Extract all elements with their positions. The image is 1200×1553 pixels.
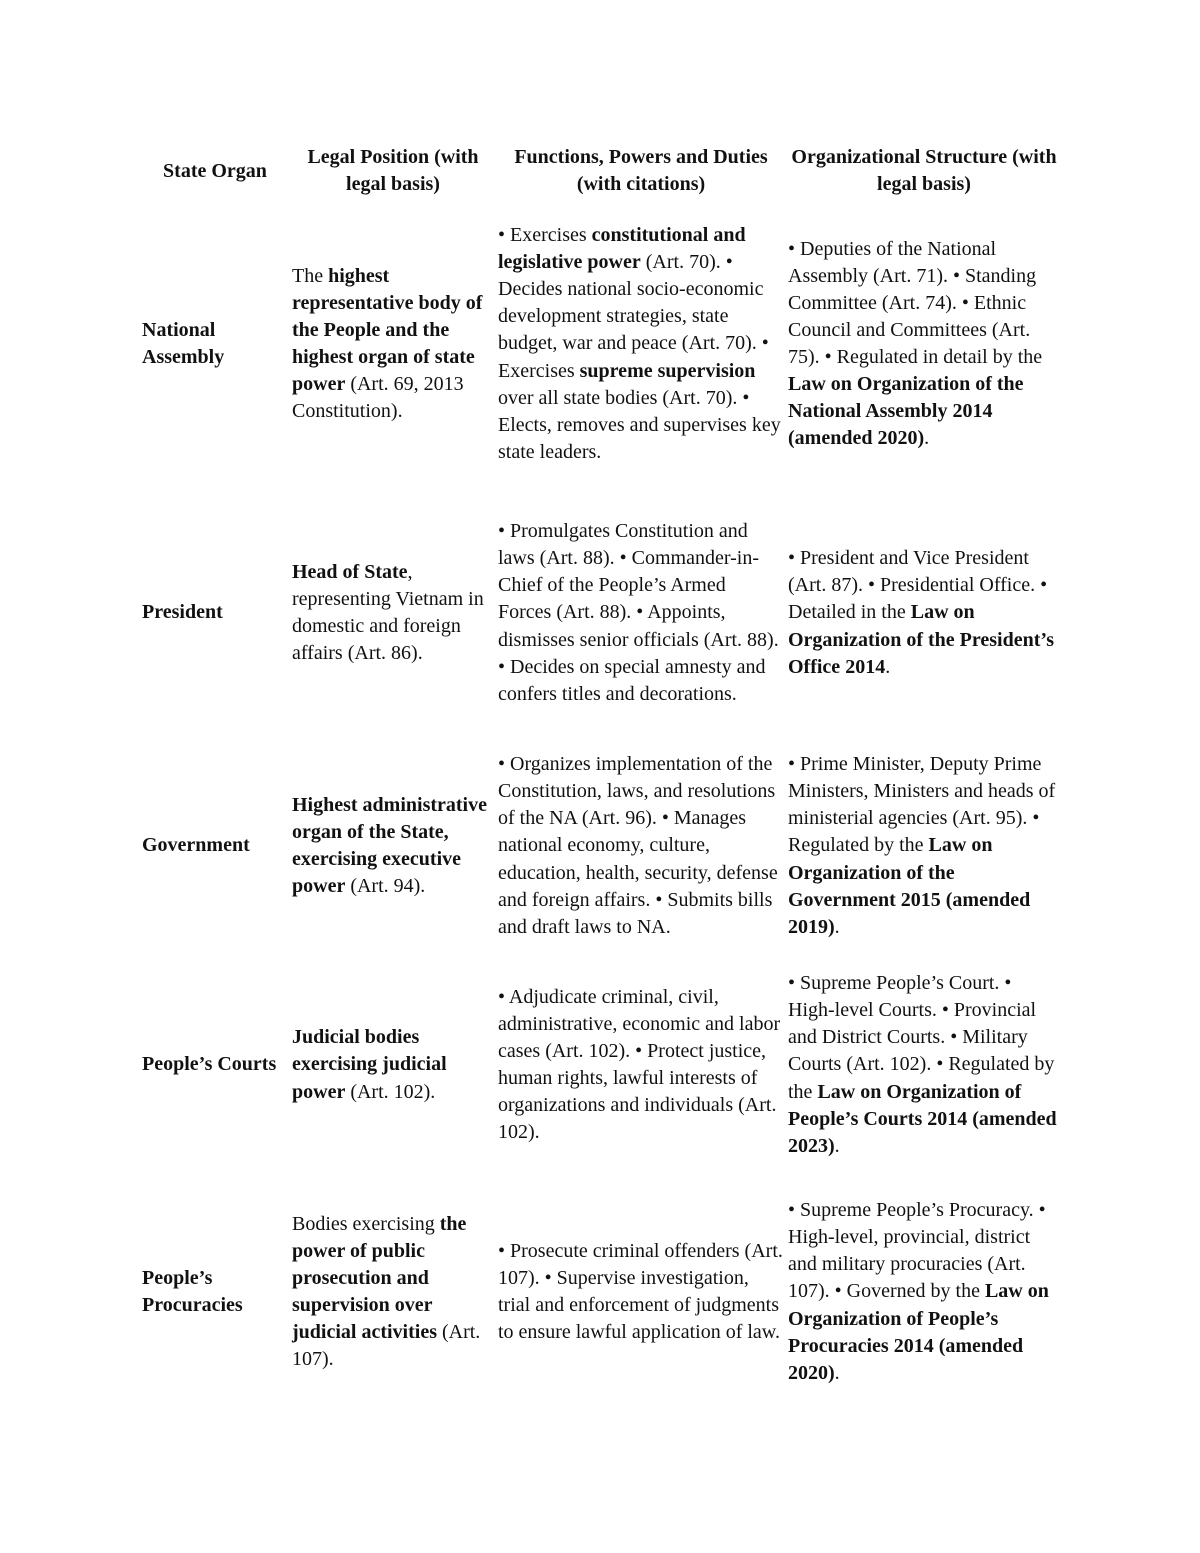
state-organ-cell: People’s Courts xyxy=(142,1053,277,1076)
functions-cell xyxy=(496,198,786,490)
header-state-organ: State Organ xyxy=(163,159,267,182)
structure-text: • Prime Minister, Deputy Prime Ministers, Ministers and heads of ministerial agencies (Art. 95). • Regulated by the xyxy=(788,753,1056,857)
structure-text: . xyxy=(834,915,840,938)
structure-text: • Deputies of the National Assembly (Art. 71). • Standing Committee (Art. 74). • Ethnic Council and Committees (Art. 75). • Regulated in detail by the xyxy=(788,237,1043,368)
structure-text: • Supreme People’s Court. • High-level Courts. • Provincial and District Courts. • Military Courts (Art. 102). • Regulated by the xyxy=(788,972,1055,1103)
table-header-row xyxy=(140,144,1062,198)
table-row xyxy=(140,1174,1062,1410)
structure-text: Law on Organization of People’s Procuracies 2014 (amended 2020) xyxy=(788,1280,1049,1384)
structure-text: Law on Organization of the President’s Office 2014 xyxy=(788,601,1055,678)
legal-position-cell xyxy=(290,1174,496,1410)
legal-position-text: (Art. 69, 2013 Constitution). xyxy=(292,373,464,423)
structure-cell xyxy=(786,1174,1062,1410)
functions-text: • Organizes implementation of the Constitution, laws, and resolutions of the NA (Art. 96). • Manages national economy, culture, education, health, security, defense and foreign affairs. • Submits bills and draft laws to NA. xyxy=(498,753,778,938)
table-row xyxy=(140,490,1062,736)
legal-position-cell xyxy=(290,736,496,956)
structure-text: Law on Organization of the Government 2015 (amended 2019) xyxy=(788,834,1031,938)
legal-position-text: the power of public prosecution and supervision over judicial activities xyxy=(292,1212,467,1344)
header-functions: Functions, Powers and Duties (with citations) xyxy=(514,146,768,195)
header-structure: Organizational Structure (with legal basis) xyxy=(791,146,1057,195)
table-row xyxy=(140,198,1062,490)
legal-position-text: Judicial bodies exercising judicial power xyxy=(292,1026,447,1103)
functions-cell xyxy=(496,1174,786,1410)
state-organ-cell: President xyxy=(142,601,223,624)
legal-position-text: Highest administrative organ of the State, exercising executive power xyxy=(292,793,487,898)
structure-text: Law on Organization of People’s Courts 2014 (amended 2023) xyxy=(788,1080,1057,1157)
structure-cell xyxy=(786,490,1062,736)
state-organ-cell: People’s Procuracies xyxy=(142,1266,243,1316)
structure-text: . xyxy=(885,655,891,678)
functions-text: constitutional and legislative power xyxy=(498,224,746,274)
legal-position-text: Head of State xyxy=(292,560,408,583)
structure-text: . xyxy=(834,1361,840,1384)
header-legal-position: Legal Position (with legal basis) xyxy=(307,146,479,195)
legal-position-cell xyxy=(290,198,496,490)
structure-text: . xyxy=(924,427,930,450)
functions-cell xyxy=(496,956,786,1174)
functions-cell xyxy=(496,736,786,956)
legal-position-text: The xyxy=(292,264,329,287)
functions-text: • Prosecute criminal offenders (Art. 107). • Supervise investigation, trial and enforcement of judgments to ensure lawful application of law. xyxy=(498,1239,783,1344)
legal-position-text: Bodies exercising xyxy=(292,1212,440,1235)
legal-position-text: highest representative body of the People and the highest organ of state power xyxy=(292,264,483,396)
state-organs-table xyxy=(140,144,1062,1410)
legal-position-text: (Art. 94). xyxy=(345,875,426,898)
structure-cell xyxy=(786,198,1062,490)
legal-position-cell xyxy=(290,956,496,1174)
legal-position-text: (Art. 107). xyxy=(292,1321,481,1371)
functions-text: (Art. 70). • Decides national socio-economic development strategies, state budget, war and peace (Art. 70). • Exercises xyxy=(498,251,769,382)
structure-text: • Supreme People’s Procuracy. • High-level, provincial, district and military procuracies (Art. 107). • Governed by the xyxy=(788,1199,1046,1303)
functions-text: • Promulgates Constitution and laws (Art. 88). • Commander-in-Chief of the People’s Armed Forces (Art. 88). • Appoints, dismisses senior officials (Art. 88). • Decides on special amnesty and confers titles and decorations. xyxy=(498,520,779,705)
table-row xyxy=(140,736,1062,956)
functions-text: supreme supervision xyxy=(579,359,756,382)
functions-text: • Adjudicate criminal, civil, administrative, economic and labor cases (Art. 102). • Protect justice, human rights, lawful interests of organizations and individuals (Art. 102). xyxy=(498,985,781,1144)
functions-text: over all state bodies (Art. 70). • Elects, removes and supervises key state leaders. xyxy=(498,386,781,463)
structure-text: Law on Organization of the National Assembly 2014 (amended 2020) xyxy=(788,373,1024,450)
legal-position-cell xyxy=(290,490,496,736)
legal-position-text: , representing Vietnam in domestic and foreign affairs (Art. 86). xyxy=(292,560,484,665)
functions-cell xyxy=(496,490,786,736)
state-organ-cell: Government xyxy=(142,834,250,857)
functions-text: • Exercises xyxy=(498,224,592,247)
state-organ-cell: National Assembly xyxy=(142,318,225,368)
structure-text: • President and Vice President (Art. 87). • Presidential Office. • Detailed in the xyxy=(788,547,1048,624)
structure-cell xyxy=(786,736,1062,956)
table-row xyxy=(140,956,1062,1174)
structure-text: . xyxy=(834,1134,840,1157)
structure-cell xyxy=(786,956,1062,1174)
legal-position-text: (Art. 102). xyxy=(345,1080,436,1103)
